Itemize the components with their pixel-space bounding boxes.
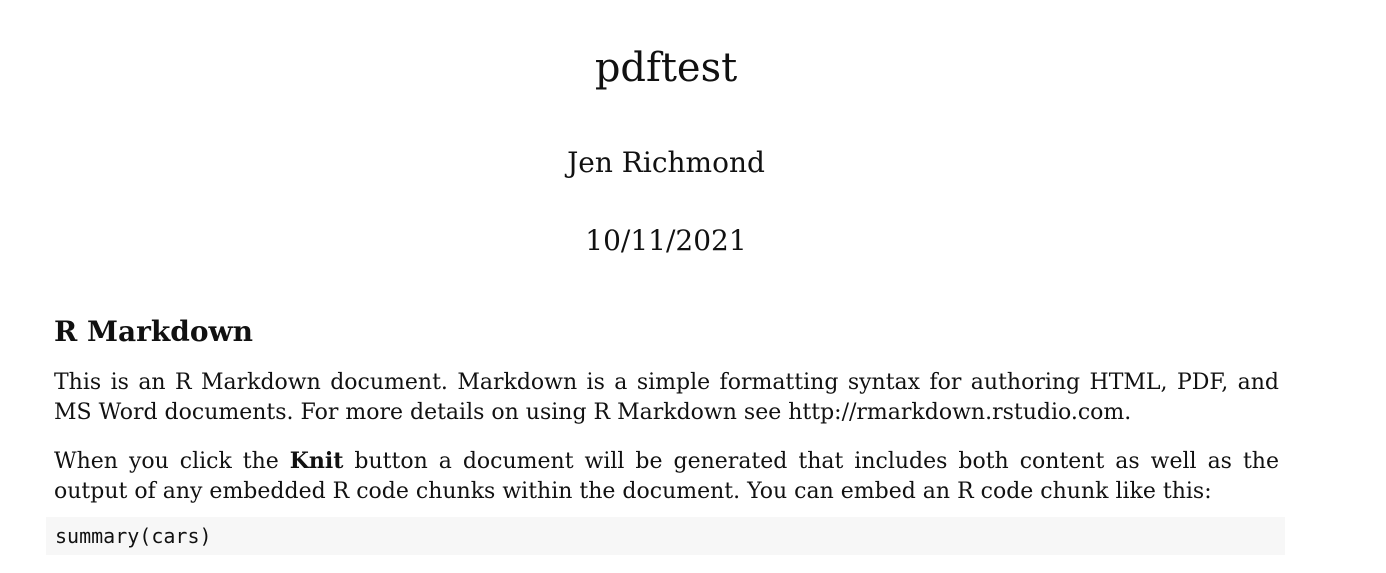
code-text: summary(cars)	[55, 524, 212, 548]
document-date: 10/11/2021	[585, 224, 747, 257]
knit-paragraph-after: button a document will be generated that includes both content as well as the output of any embedded R code chunks within the document. You can embed an R code chunk like this:	[54, 449, 1279, 504]
section-heading: R Markdown	[54, 315, 254, 348]
document-author: Jen Richmond	[567, 146, 765, 179]
knit-paragraph	[54, 446, 1279, 507]
code-chunk	[46, 517, 1285, 555]
knit-bold-text: Knit	[289, 448, 344, 474]
knit-paragraph-before: When you click the	[54, 449, 290, 474]
intro-paragraph: This is an R Markdown document. Markdown is a simple formatting syntax for authoring HTML, PDF, and MS Word documents. For more details on using R Markdown see http://rmarkdown.rstudio.com.	[54, 370, 1279, 425]
document-title: pdftest	[594, 45, 738, 91]
